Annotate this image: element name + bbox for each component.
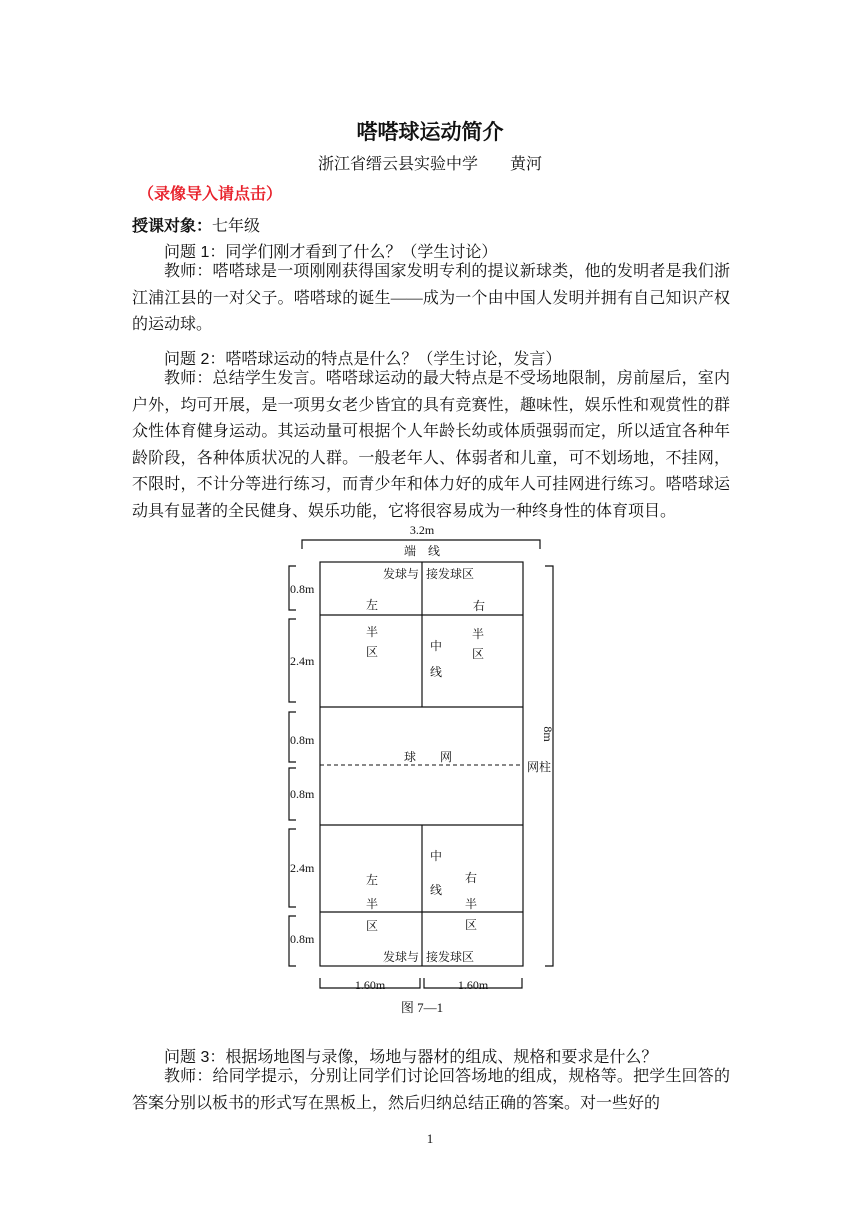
top-center-char: 中 [430,639,443,653]
half-width-left-label: 1.60m [354,978,386,992]
top-right-label: 右 [473,599,486,613]
width-label: 3.2m [409,523,435,537]
bottom-left-zone: 区 [366,919,379,933]
figure-caption: 图 7—1 [400,1000,444,1015]
question-1-label: 问题 1：同学们刚才看到了什么？ [164,244,402,261]
author-line: 浙江省缙云县实验中学 黄河 [317,156,542,173]
bottom-line-char: 线 [430,883,443,897]
top-right-half: 半 [472,627,485,641]
top-line-char: 线 [430,665,443,679]
answer-1: 教师：嗒嗒球是一项刚刚获得国家发明专利的提议新球类，他的发明者是我们浙江浦江县的一对父子。嗒嗒球的诞生——成为一个由中国人发明并拥有自己知识产权的运动球。 [132,263,730,333]
seg-label-3: 0.8m [290,733,315,747]
net-label: 球 网 [403,750,453,764]
seg-label-5: 2.4m [290,861,315,875]
seg-label-6: 0.8m [290,932,315,946]
serve-zone-top-right: 接发球区 [426,567,475,581]
top-left-zone: 区 [366,645,379,659]
bottom-center-char: 中 [430,849,443,863]
bottom-left-half: 半 [366,897,379,911]
court-diagram [270,518,590,1020]
question-2-note: （学生讨论，发言） [417,351,562,368]
bottom-right-half: 半 [465,897,478,911]
top-left-label: 左 [366,598,379,612]
bottom-right-zone: 区 [465,918,478,932]
audience-value: 七年级 [212,218,261,235]
serve-zone-bottom-left: 发球与 [382,950,419,964]
audience-label: 授课对象： [132,218,213,235]
net-post-label: 网柱 [527,760,552,774]
answer-3: 教师：给同学提示，分别让同学们讨论回答场地的组成，规格等。把学生回答的答案分别以板书的形式写在黑板上，然后归纳总结正确的答案。对一些好的 [132,1068,730,1112]
document-title: 嗒嗒球运动简介 [356,121,504,144]
half-width-right-label: 1.60m [457,978,489,992]
top-left-half: 半 [366,625,379,639]
seg-label-1: 0.8m [290,582,315,596]
seg-label-4: 0.8m [290,787,315,801]
question-3: 问题 3：根据场地图与录像，场地与器材的组成、规格和要求是什么？ [164,1049,658,1066]
question-2-label: 问题 2：嗒嗒球运动的特点是什么？ [164,351,418,368]
end-line-label: 端 线 [403,544,441,558]
answer-2: 教师：总结学生发言。嗒嗒球运动的最大特点是不受场地限制，房前屋后，室内户外，均可开展，是一项男女老少皆宜的具有竞赛性，趣味性，娱乐性和观赏性的群众性体育健身运动。其运动量可根据个人年龄长幼或体质强弱而定，所以适宜各种年龄阶段，各种体质状况的人群。一般老年人、体弱者和儿童，可不划场地，不挂网，不限时，不计分等进行练习，而青少年和体力好的成年人可挂网进行练习。嗒嗒球运动具有显著的全民健身、娱乐功能，它将很容易成为一种终身性的体育项目。 [132,370,730,520]
seg-label-2: 2.4m [290,654,315,668]
question-1-note: （学生讨论） [401,244,498,261]
serve-zone-top-left: 发球与 [382,567,419,581]
bottom-left-label: 左 [366,873,379,887]
video-import-link[interactable]: （录像导入请点击） [138,186,283,203]
serve-zone-bottom-right: 接发球区 [426,950,475,964]
top-right-zone: 区 [472,647,485,661]
page-number: 1 [426,1131,434,1146]
length-label: 8m [541,726,555,742]
audience-line [132,213,260,236]
bottom-right-label: 右 [465,871,478,885]
